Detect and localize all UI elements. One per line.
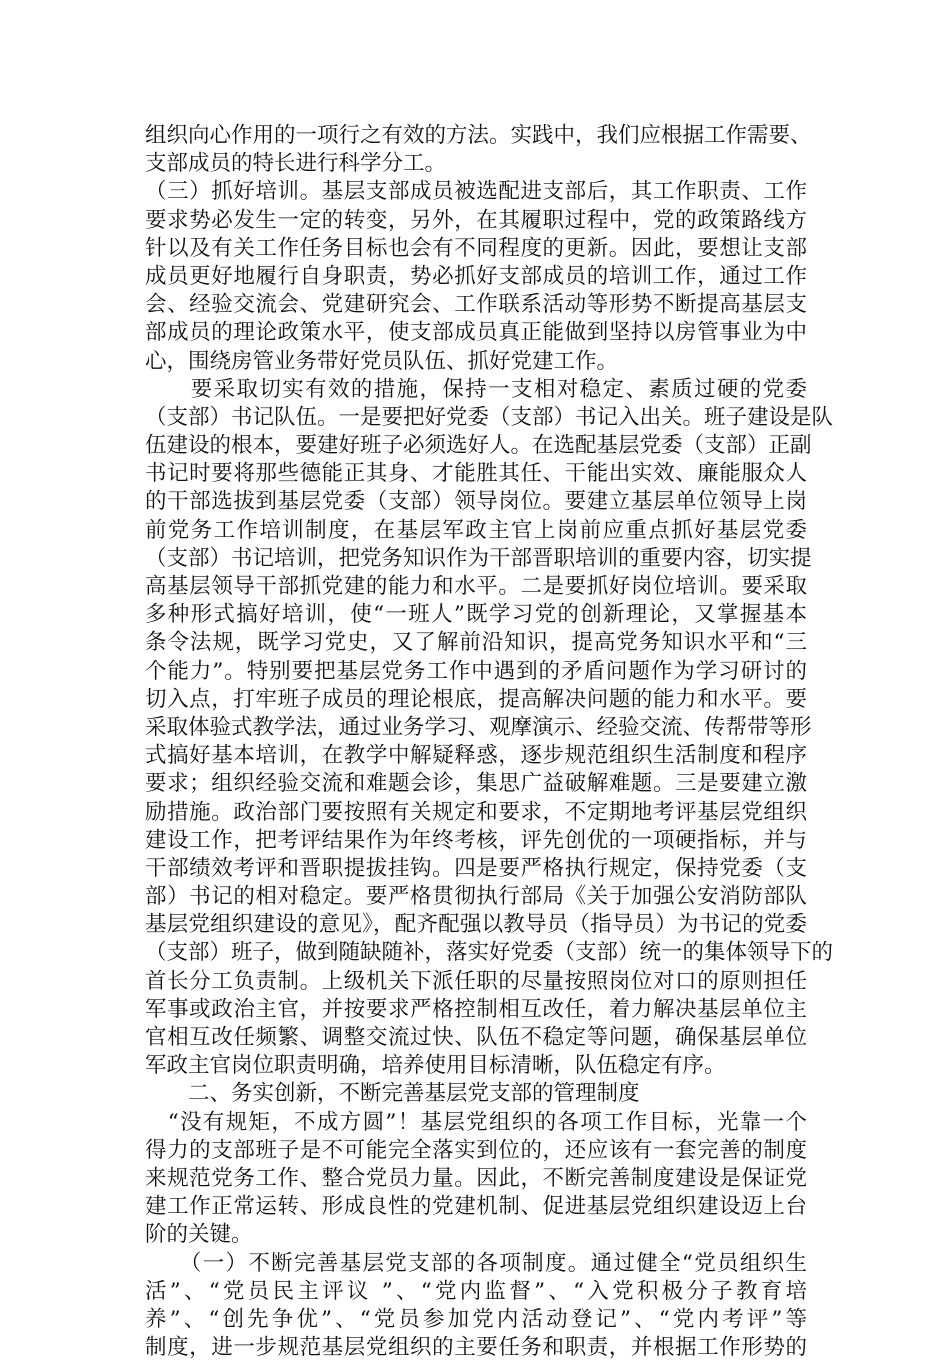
text-line: 来规范党务工作、整合党员力量。因此，不断完善制度建设是保证党: [145, 1165, 807, 1191]
text-line: 采取体验式教学法，通过业务学习、观摩演示、经验交流、传帮带等形: [145, 714, 812, 740]
text-line: 活”、“党员民主评议 ”、“党内监督”、“入党积极分子教育培: [145, 1278, 807, 1304]
text-line: 前党务工作培训制度，在基层军政主官上岗前应重点抓好基层党委: [145, 517, 807, 543]
text-line: 军事或政治主官，并按要求严格控制相互改任，着力解决基层单位主: [145, 996, 807, 1022]
text-line: 养”、“创先争优”、“党员参加党内活动登记”、“党内考评”等: [145, 1306, 807, 1332]
text-line: （支部）班子，做到随缺随补，落实好党委（支部）统一的集体领导下的: [145, 940, 834, 966]
text-line: 成员更好地履行自身职责，势必抓好支部成员的培训工作，通过工作: [145, 263, 807, 289]
text-line: 伍建设的根本，要建好班子必须选好人。在选配基层党委（支部）正副: [145, 433, 812, 459]
text-line: 官相互改任频繁、调整交流过快、队伍不稳定等问题，确保基层单位: [145, 1025, 807, 1050]
text-line: 条令法规，既学习党史，又了解前沿知识，提高党务知识水平和“三: [145, 630, 807, 656]
text-line: 的干部选拔到基层党委（支部）领导岗位。要建立基层单位领导上岗: [145, 489, 807, 515]
text-line: （一）不断完善基层党支部的各项制度。通过健全“党员组织生: [145, 1250, 807, 1276]
text-line: 得力的支部班子是不可能完全落实到位的，还应该有一套完善的制度: [145, 1137, 807, 1163]
text-line: 制度，进一步规范基层党组织的主要任务和职责，并根据工作形势的: [145, 1335, 807, 1361]
text-line: （支部）书记队伍。一是要把好党委（支部）书记入出关。班子建设是队: [145, 404, 834, 430]
text-line: 多种形式搞好培训，使“一班人”既学习党的创新理论，又掌握基本: [145, 602, 807, 628]
text-line: 建工作正常运转、形成良性的党建机制、促进基层党组织建设迈上台: [145, 1194, 807, 1220]
text-line: 个能力”。特别要把基层党务工作中遇到的矛盾问题作为学习研讨的: [145, 658, 807, 684]
text-line: 针以及有关工作任务目标也会有不同程度的更新。因此，要想让支部: [145, 235, 807, 261]
text-line: 建设工作，把考评结果作为年终考核，评先创优的一项硬指标，并与: [145, 827, 807, 853]
text-line: 高基层领导干部抓党建的能力和水平。二是要抓好岗位培训。要采取: [145, 574, 807, 599]
text-line: 基层党组织建设的意见》，配齐配强以教导员（指导员）为书记的党委: [145, 912, 807, 938]
text-line: 心，围绕房管业务带好党员队伍、抓好党建工作。: [145, 348, 619, 374]
text-line: （三）抓好培训。基层支部成员被选配进支部后，其工作职责、工作: [145, 179, 807, 205]
text-line: 式搞好基本培训，在教学中解疑释惑，逐步规范组织生活制度和程序: [145, 743, 807, 769]
text-line: 励措施。政治部门要按照有关规定和要求，不定期地考评基层党组织: [145, 799, 807, 825]
text-line: 书记时要将那些德能正其身、才能胜其任、干能出实效、廉能服众人: [145, 461, 807, 487]
text-line: 干部绩效考评和晋职提拔挂钩。四是要严格执行规定，保持党委（支: [145, 855, 807, 881]
text-line: 切入点，打牢班子成员的理论根底，提高解决问题的能力和水平。要: [145, 686, 807, 712]
text-line: 部成员的理论政策水平，使支部成员真正能做到坚持以房管事业为中: [145, 320, 807, 346]
text-line: 部）书记的相对稳定。要严格贯彻执行部局《关于加强公安消防部队: [145, 884, 807, 910]
text-line: 阶的关键。: [145, 1222, 253, 1248]
document-body: [145, 122, 834, 1362]
text-line: “没有规矩，不成方圆”！基层党组织的各项工作目标，光靠一个: [145, 1109, 807, 1135]
text-line: 二、务实创新，不断完善基层党支部的管理制度: [145, 1081, 640, 1107]
text-line: 会、经验交流会、党建研究会、工作联系活动等形势不断提高基层支: [145, 292, 807, 318]
text-line: 要求；组织经验交流和难题会诊，集思广益破解难题。三是要建立激: [145, 771, 807, 797]
text-line: 支部成员的特长进行科学分工。: [145, 151, 447, 177]
text-line: （支部）书记培训，把党务知识作为干部晋职培训的重要内容，切实提: [145, 545, 812, 571]
text-line: 组织向心作用的一项行之有效的方法。实践中，我们应根据工作需要、: [145, 123, 812, 148]
text-line: 要求势必发生一定的转变，另外，在其履职过程中，党的政策路线方: [145, 207, 807, 233]
text-line: 首长分工负责制。上级机关下派任职的尽量按照岗位对口的原则担任: [145, 968, 807, 994]
text-line: 军政主官岗位职责明确，培养使用目标清晰，队伍稳定有序。: [145, 1053, 726, 1079]
text-line: 要采取切实有效的措施，保持一支相对稳定、素质过硬的党委: [145, 376, 807, 402]
